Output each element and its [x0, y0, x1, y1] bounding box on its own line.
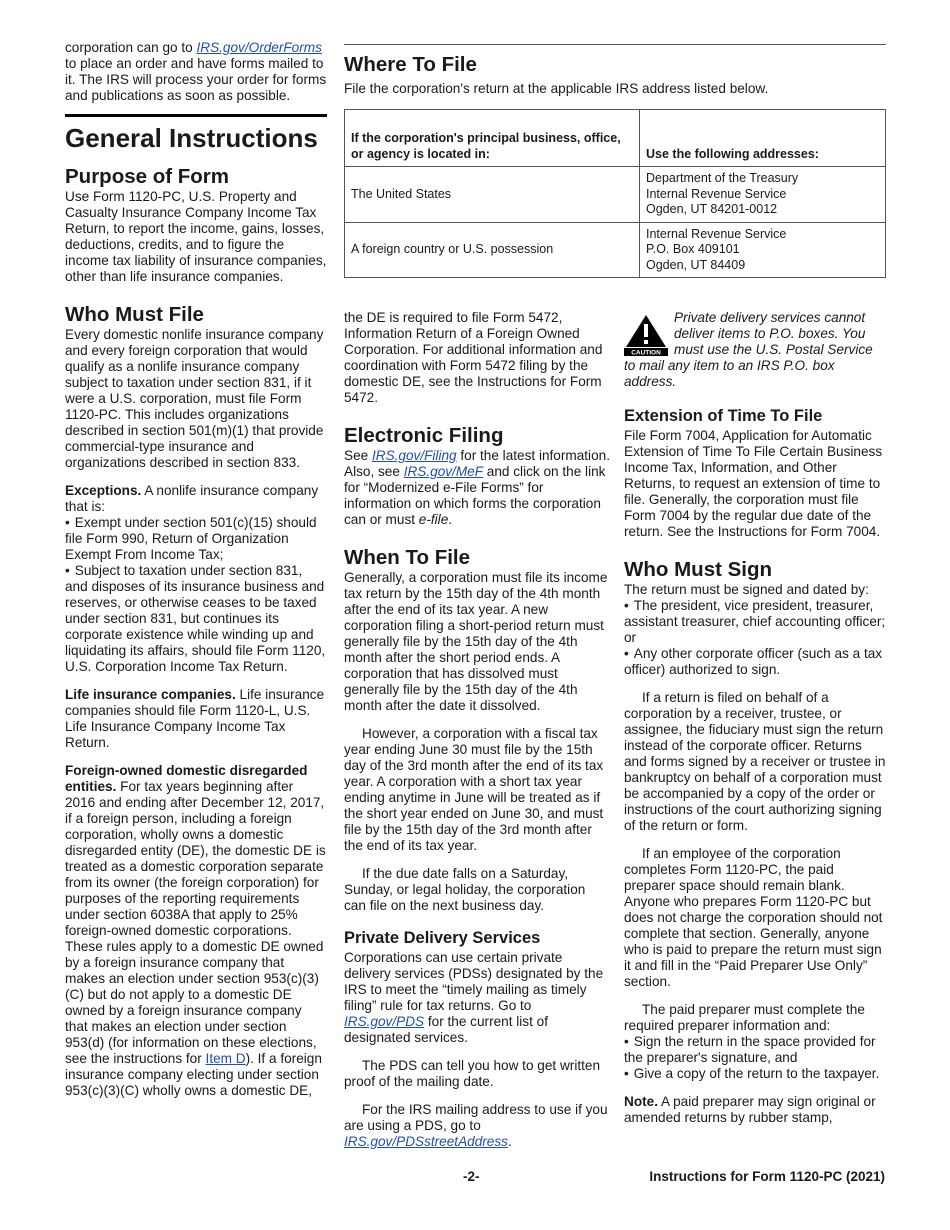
foreign-owned-paragraph: Foreign-owned domestic disregarded entities. For tax years beginning after 2016 and ending after December 12, 2017, if a foreign person, including a foreign corporation, wholly owns a domestic disregarded entity (DE), the domestic DE is treated as a domestic corporation separate from its owner (the foreign corporation) for purposes of the reporting requirements under section 6038A that apply to 25% foreign-owned domestic corporations. These rules apply to a domestic DE owned by a foreign insurance company that makes an election under section 953(c)(3)(C) but do not apply to a domestic DE owned by a foreign insurance company that makes an election under section 953(d) (for information on these elections, see the instructions for Item D). If a foreign insurance company electing under section 953(c)(3)(C) wholly owns a domestic DE, [65, 763, 326, 1098]
irs-pds-street-address-link[interactable]: IRS.gov/PDSstreetAddress [344, 1134, 508, 1149]
table-row [345, 167, 886, 223]
address-cell: Department of the Treasury Internal Revenue Service Ogden, UT 84201-0012 [640, 167, 886, 223]
purpose-text: Use Form 1120-PC, U.S. Property and Casualty Insurance Company Income Tax Return, to report the income, gains, losses, deductions, credits, and to figure the income tax liability of insurance companies, other than life insurance companies. [65, 189, 327, 284]
general-instructions-section [65, 114, 327, 153]
location-cell: The United States [345, 167, 640, 223]
caution-note [624, 310, 886, 390]
irs-filing-link[interactable]: IRS.gov/Filing [371, 448, 457, 463]
location-cell: A foreign country or U.S. possession [345, 222, 640, 278]
item-d-link[interactable]: Item D [205, 1051, 246, 1066]
table-header-row [345, 110, 886, 167]
middle-column [344, 310, 610, 1150]
when-to-file-p3: If the due date falls on a Saturday, Sunday, or legal holiday, the corporation can file on the next business day. [344, 866, 586, 913]
pds-p1: Corporations can use certain private delivery services (PDSs) designated by the IRS to meet the “timely mailing as timely filing” rule for tax returns. Go to IRS.gov/PDS for the current list of designated services. [344, 950, 604, 1045]
left-column [65, 40, 327, 1099]
sign-p4: The paid preparer must complete the required preparer information and: [624, 1002, 865, 1033]
general-instructions-heading: General Instructions [65, 123, 318, 153]
who-must-file-text: Every domestic nonlife insurance company and every foreign corporation that would qualify as a nonlife insurance company subject to taxation under section 831, if it were a U.S. corporation, must file Form 1120-PC. This includes organizations described in section 501(m)(1) that provide commercial-type insurance and organizations described in section 833. [65, 327, 324, 470]
caution-icon [624, 312, 668, 356]
pds-p3: For the IRS mailing address to use if you are using a PDS, go to IRS.gov/PDSstreetAddress. [344, 1102, 608, 1149]
sign-bullet-2: • Any other corporate officer (such as a tax officer) authorized to sign. [624, 646, 886, 678]
exception-bullet-1: • Exempt under section 501(c)(15) should file Form 990, Return of Organization Exempt From Income Tax; [65, 515, 327, 563]
irs-pds-link[interactable]: IRS.gov/PDS [344, 1014, 425, 1029]
sign-bullet-3: • Sign the return in the space provided for the preparer's signature, and [624, 1034, 886, 1066]
exceptions-paragraph: Exceptions. A nonlife insurance company that is: [65, 483, 319, 514]
when-to-file-p2: However, a corporation with a fiscal tax year ending June 30 must file by the 15th day of the 3rd month after the end of its tax year. A corporation with a short tax year ending anytime in June will be treated as if the short year ended on June 30, and must file by the 15th day of the 3rd month after the end of its tax year. [344, 726, 604, 853]
caution-label: CAUTION [631, 349, 661, 356]
exception-bullet-2: • Subject to taxation under section 831, and disposes of its insurance business and reserves, or otherwise ceases to be taxed under section 831, but continues its corporate existence while winding up and liquidating its affairs, should file Form 1120, U.S. Corporation Income Tax Return. [65, 563, 327, 675]
where-to-file-heading: Where To File [344, 53, 477, 76]
where-to-file-intro: File the corporation's return at the applicable IRS address listed below. [344, 81, 769, 96]
document-title: Instructions for Form 1120-PC (2021) [649, 1169, 885, 1184]
when-to-file-heading: When To File [344, 546, 471, 569]
extension-text: File Form 7004, Application for Automatic Extension of Time To File Certain Business Income Tax, Information, and Other Returns, to request an extension of time to file. Generally, the corporation must file Form 7004 by the regular due date of the return. See the Instructions for Form 7004. [624, 428, 883, 539]
who-must-sign-heading: Who Must Sign [624, 558, 773, 581]
where-to-file-section [344, 44, 886, 278]
order-forms-link[interactable]: IRS.gov/OrderForms [196, 40, 322, 55]
table-row [345, 222, 886, 278]
sign-bullet-4: • Give a copy of the return to the taxpayer. [624, 1066, 886, 1082]
address-column-header: Use the following addresses: [640, 110, 886, 167]
caution-text: Private delivery services cannot deliver items to P.O. boxes. You must use the U.S. Postal Service to mail any item to an IRS P.O. box address. [624, 310, 873, 389]
purpose-heading: Purpose of Form [65, 165, 230, 188]
electronic-filing-heading: Electronic Filing [344, 424, 504, 447]
when-to-file-p1: Generally, a corporation must file its income tax return by the 15th day of the 4th month after the end of its tax year. A new corporation filing a short-period return must generally file by the 15th day of the 4th month after the short period ends. A corporation that has dissolved must generally file by the 15th day of the 4th month after the date it dissolved. [344, 570, 608, 713]
sign-bullet-1: • The president, vice president, treasurer, assistant treasurer, chief accounting officer; or [624, 598, 886, 646]
who-must-sign-intro: The return must be signed and dated by: [624, 582, 869, 597]
sign-p3: If an employee of the corporation completes Form 1120-PC, the paid preparer space should remain blank. Anyone who prepares Form 1120-PC but does not charge the corporation should not complete that section. Generally, anyone who is paid to prepare the return must sign it and fill in the “Paid Preparer Use Only” section. [624, 846, 883, 989]
section-rule [344, 44, 886, 53]
extension-heading: Extension of Time To File [624, 407, 823, 425]
sign-p2: If a return is filed on behalf of a corporation by a receiver, trustee, or assignee, the fiduciary must sign the return instead of the corporate officer. Returns and forms signed by a receiver or trustee in bankruptcy on behalf of a corporation must be accompanied by a copy of the order or instructions of the court authorizing signing of the return or form. [624, 690, 886, 833]
note-paragraph: Note. A paid preparer may sign original or amended returns by rubber stamp, [624, 1094, 876, 1125]
de-paragraph: the DE is required to file Form 5472, Information Return of a Foreign Owned Corporation. For additional information and coordination with Form 5472 filing by the domestic DE, see the Instructions for Form 5472. [344, 310, 603, 405]
location-column-header: If the corporation's principal business, office, or agency is located in: [345, 110, 640, 167]
pds-p2: The PDS can tell you how to get written proof of the mailing date. [344, 1058, 601, 1089]
who-must-file-heading: Who Must File [65, 303, 204, 326]
right-column [624, 310, 886, 1126]
intro-paragraph: corporation can go to IRS.gov/OrderForms to place an order and have forms mailed to it. The IRS will process your order for forms and publications as soon as possible. [65, 40, 327, 103]
electronic-filing-text: See IRS.gov/Filing for the latest information. Also, see IRS.gov/MeF and click on the link for “Modernized e-File Forms” for information on which forms the corporation can or must e-file. [344, 448, 610, 527]
private-delivery-heading: Private Delivery Services [344, 929, 541, 947]
irs-mef-link[interactable]: IRS.gov/MeF [403, 464, 484, 479]
page-number: -2- [463, 1169, 480, 1184]
address-cell: Internal Revenue Service P.O. Box 409101 Ogden, UT 84409 [640, 222, 886, 278]
address-table [344, 109, 886, 278]
life-insurance-paragraph: Life insurance companies. Life insurance companies should file Form 1120-L, U.S. Life Insurance Company Income Tax Return. [65, 687, 325, 750]
